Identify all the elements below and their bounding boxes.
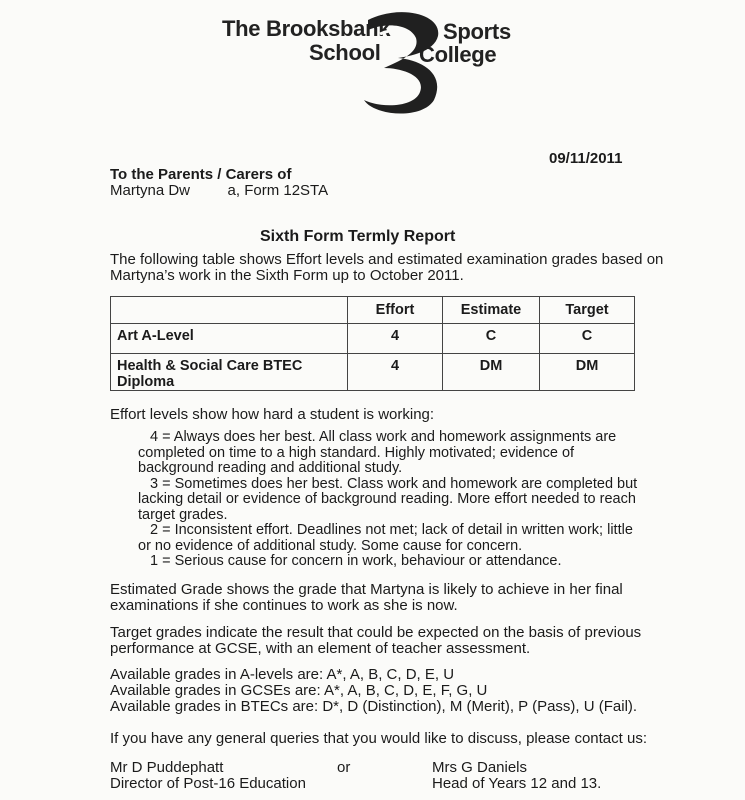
school-name-line1: The Brooksbank [222, 16, 391, 41]
subject-cell: Art A-Level [111, 324, 348, 354]
effort-level-4: 4 = Always does her best. All class work and homework assignments are completed on time to a high standard. Highly motivated; evidence of background reading and additional study. [138, 429, 617, 476]
effort-level-1: 1 = Serious cause for concern in work, behaviour or attendance. [150, 553, 562, 569]
table-header-subject [111, 297, 348, 324]
estimated-line2: examinations if she continues to work as she is now. [110, 597, 458, 614]
table-header-target: Target [540, 297, 635, 324]
estimate-cell: C [443, 324, 540, 354]
target-line1: Target grades indicate the result that could be expected on the basis of previous [110, 624, 642, 641]
intro-line1: The following table shows Effort levels and estimated examination grades based on [110, 251, 664, 268]
letter-date: 09/11/2011 [549, 150, 623, 167]
college-name-line2: College [419, 42, 497, 67]
contact-intro: If you have any general queries that you would like to discuss, please contact us: [110, 730, 647, 747]
intro-line2: Martyna’s work in the Sixth Form up to October 2011. [110, 267, 464, 284]
college-name-line1: Sports [443, 19, 511, 44]
effort-level-2: 2 = Inconsistent effort. Deadlines not met; lack of detail in written work; little or no evidence of additional study. Some cause for concern. [138, 522, 633, 554]
table-row [111, 324, 635, 354]
contact2-name: Mrs G Daniels [432, 759, 528, 776]
table-row [111, 354, 635, 391]
table-header-row [111, 297, 635, 324]
grades-table [110, 296, 635, 391]
estimate-cell: DM [443, 354, 540, 391]
contact1-name: Mr D Puddephatt [110, 759, 224, 776]
contact-or: or [337, 759, 351, 776]
contact2-role: Head of Years 12 and 13. [432, 775, 602, 792]
subject-line1: Health & Social Care BTEC [117, 358, 303, 374]
grades-gcses: Available grades in GCSEs are: A*, A, B, C, D, E, F, G, U [110, 682, 488, 699]
subject-line2: Diploma [117, 374, 175, 390]
grades-btecs: Available grades in BTECs are: D*, D (Distinction), M (Merit), P (Pass), U (Fail). [110, 698, 638, 715]
addressee-line2: Martyna Dw a, Form 12STA [110, 182, 329, 199]
contact1-role: Director of Post-16 Education [110, 775, 306, 792]
effort-levels-list [138, 430, 638, 570]
table-header-estimate: Estimate [443, 297, 540, 324]
school-logo-emblem [350, 8, 460, 118]
table-header-effort: Effort [348, 297, 443, 324]
target-line2: performance at GCSE, with an element of teacher assessment. [110, 640, 531, 657]
effort-heading: Effort levels show how hard a student is working: [110, 406, 435, 423]
report-title: Sixth Form Termly Report [260, 228, 456, 245]
effort-level-3: 3 = Sometimes does her best. Class work and homework are completed but lacking detail or evidence of background reading. More effort needed to reach target grades. [138, 475, 638, 523]
grades-a-levels: Available grades in A-levels are: A*, A, B, C, D, E, U [110, 666, 455, 683]
effort-cell: 4 [348, 324, 443, 354]
target-cell: C [540, 324, 635, 354]
addressee-line1: To the Parents / Carers of [110, 166, 292, 183]
target-cell: DM [540, 354, 635, 391]
estimated-line1: Estimated Grade shows the grade that Martyna is likely to achieve in her final [110, 581, 623, 598]
school-name-line2: School [309, 40, 381, 65]
subject-cell [111, 354, 348, 391]
effort-cell: 4 [348, 354, 443, 391]
